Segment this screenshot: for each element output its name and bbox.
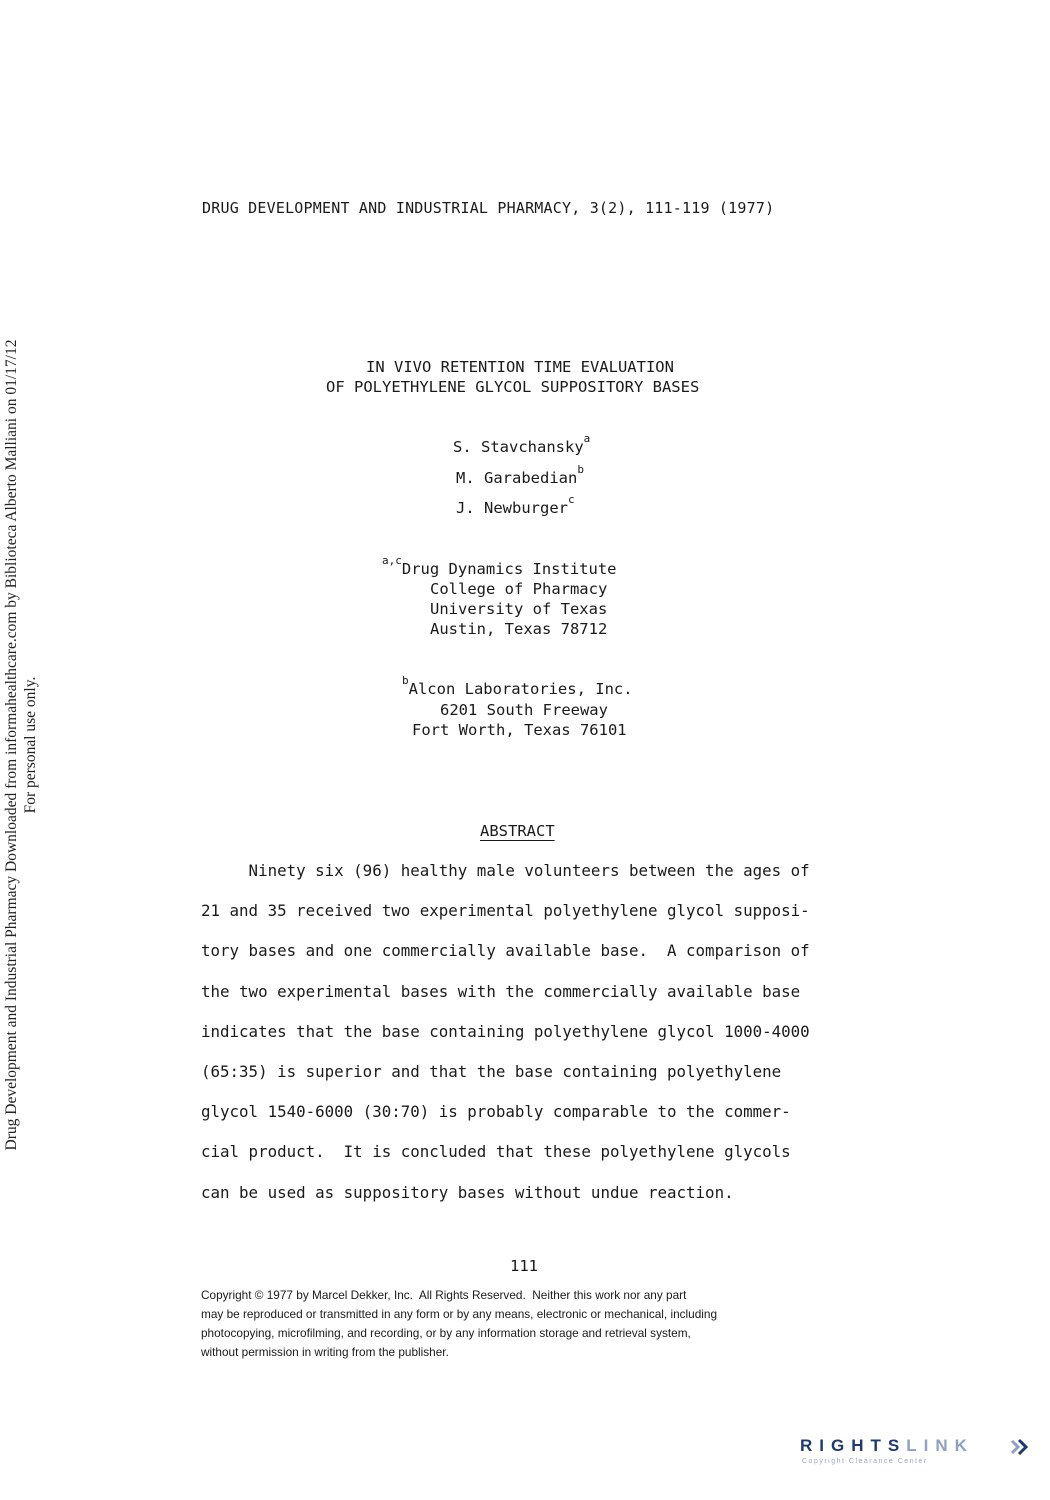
abstract-line: can be used as suppository bases without undue reaction. [201, 1182, 734, 1202]
author-mark: c [567, 493, 575, 506]
affiliation-mark: b [402, 674, 409, 687]
author-name: S. Stavchansky [453, 438, 584, 456]
affiliation-ac-line-3: University of Texas [430, 600, 608, 618]
affiliation-b-line-3: Fort Worth, Texas 76101 [412, 721, 627, 739]
abstract-body [201, 858, 841, 1220]
author-1 [453, 432, 591, 456]
abstract-line: Ninety six (96) healthy male volunteers between the ages of [201, 861, 810, 880]
personal-use-notice: For personal use only. [22, 676, 39, 814]
abstract-heading: ABSTRACT [480, 822, 555, 840]
title-line-2: OF POLYETHYLENE GLYCOL SUPPOSITORY BASES [326, 378, 700, 396]
download-notice-line: Drug Development and Industrial Pharmacy Downloaded from informahealthcare.com by Biblioteca Alberto Malliani on 01/17/12 [3, 339, 20, 1151]
author-2 [456, 463, 584, 487]
copyright-line: may be reproduced or transmitted in any form or by any means, electronic or mechanical, including [201, 1307, 718, 1321]
affiliation-mark: a,c [382, 554, 402, 567]
affiliation-b-line-1 [402, 674, 633, 698]
author-mark: a [583, 432, 591, 445]
chevron-right-icon [1008, 1438, 1030, 1456]
affiliation-ac-line-2: College of Pharmacy [430, 580, 608, 598]
copyright-line: Copyright © 1977 by Marcel Dekker, Inc. All Rights Reserved. Neither this work nor any part [201, 1288, 687, 1302]
author-3 [456, 493, 575, 517]
download-notice [2, 305, 40, 1185]
abstract-line: (65:35) is superior and that the base containing polyethylene [201, 1061, 782, 1081]
abstract-line: cial product. It is concluded that these polyethylene glycols [201, 1142, 791, 1162]
author-name: M. Garabedian [456, 469, 578, 487]
author-name: J. Newburger [456, 499, 568, 517]
affiliation-b-line-2: 6201 South Freeway [440, 701, 608, 719]
abstract-line: indicates that the base containing polyethylene glycol 1000-4000 [201, 1021, 810, 1041]
abstract-line: 21 and 35 received two experimental polyethylene glycol supposi- [201, 901, 810, 921]
affiliation-name: Drug Dynamics Institute [401, 560, 617, 578]
chevron-inner [1012, 1441, 1018, 1453]
rightslink-tagline: Copyright Clearance Center [802, 1458, 928, 1465]
copyright-line: photocopying, microfilming, and recording, or by any information storage and retrieval system, [201, 1326, 691, 1340]
copyright-line: without permission in writing from the publisher. [201, 1345, 449, 1359]
journal-header: DRUG DEVELOPMENT AND INDUSTRIAL PHARMACY, 3(2), 111-119 (1977) [202, 199, 775, 217]
abstract-line: glycol 1540-6000 (30:70) is probably comparable to the commer- [201, 1102, 791, 1122]
copyright-notice [201, 1286, 861, 1362]
abstract-line: the two experimental bases with the commercially available base [201, 981, 801, 1001]
abstract-line: tory bases and one commercially available base. A comparison of [201, 941, 810, 961]
rightslink-word-rights: RIGHTS [800, 1436, 907, 1455]
title-line-1: IN VIVO RETENTION TIME EVALUATION [366, 358, 674, 376]
page-number: 111 [510, 1257, 538, 1275]
affiliation-ac-line-4: Austin, Texas 78712 [430, 620, 608, 638]
rightslink-word-link: LINK [906, 1436, 974, 1455]
rightslink-logo[interactable] [800, 1436, 1032, 1472]
affiliation-name: Alcon Laboratories, Inc. [408, 680, 633, 698]
affiliation-ac-line-1 [382, 554, 617, 578]
author-mark: b [577, 463, 584, 476]
